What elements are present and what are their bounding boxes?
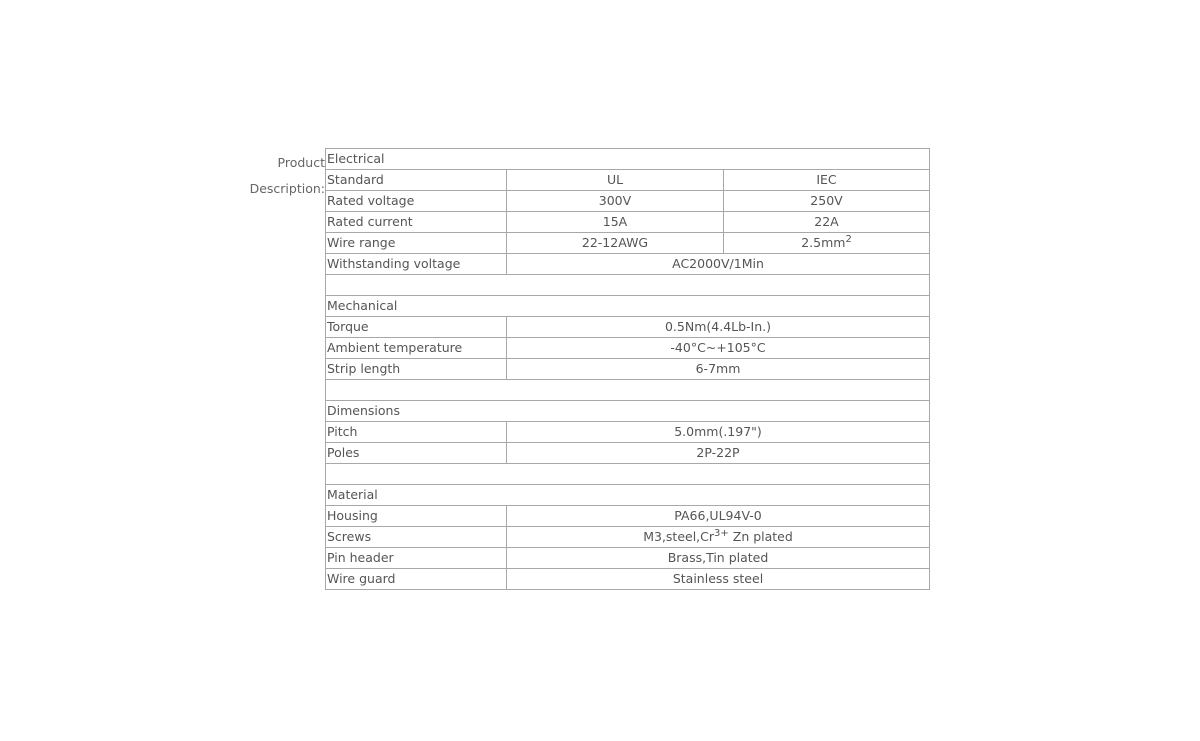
iec-value: 250V bbox=[724, 191, 930, 212]
row-label: Housing bbox=[326, 506, 507, 527]
row-label: Strip length bbox=[326, 359, 507, 380]
section-heading-row bbox=[326, 401, 930, 422]
table-row bbox=[326, 212, 930, 233]
spacer-row bbox=[326, 464, 930, 485]
row-value: PA66,UL94V-0 bbox=[507, 506, 930, 527]
table-row bbox=[326, 233, 930, 254]
product-description-label bbox=[250, 150, 325, 202]
row-label: Screws bbox=[326, 527, 507, 548]
table-row bbox=[326, 506, 930, 527]
row-value: Stainless steel bbox=[507, 569, 930, 590]
row-value: 0.5Nm(4.4Lb-In.) bbox=[507, 317, 930, 338]
row-label: Rated voltage bbox=[326, 191, 507, 212]
ul-value: 300V bbox=[507, 191, 724, 212]
row-value bbox=[507, 527, 930, 548]
table-row bbox=[326, 359, 930, 380]
spacer-cell bbox=[326, 380, 930, 401]
table-row bbox=[326, 170, 930, 191]
table-row bbox=[326, 569, 930, 590]
row-label: Rated current bbox=[326, 212, 507, 233]
superscript: 2 bbox=[845, 234, 852, 245]
iec-column-header: IEC bbox=[724, 170, 930, 191]
spacer-cell bbox=[326, 275, 930, 296]
row-value: -40°C~+105°C bbox=[507, 338, 930, 359]
row-label: Standard bbox=[326, 170, 507, 191]
row-value: 5.0mm(.197") bbox=[507, 422, 930, 443]
table-row bbox=[326, 548, 930, 569]
table-row bbox=[326, 338, 930, 359]
section-heading-row bbox=[326, 149, 930, 170]
table-row bbox=[326, 527, 930, 548]
spec-table bbox=[325, 148, 930, 590]
ul-column-header: UL bbox=[507, 170, 724, 191]
description-label-line: Description: bbox=[249, 181, 325, 196]
spacer-cell bbox=[326, 464, 930, 485]
row-value: Brass,Tin plated bbox=[507, 548, 930, 569]
row-label: Poles bbox=[326, 443, 507, 464]
product-label-line: Product bbox=[277, 155, 325, 170]
mechanical-heading: Mechanical bbox=[326, 296, 930, 317]
row-label: Withstanding voltage bbox=[326, 254, 507, 275]
row-label: Torque bbox=[326, 317, 507, 338]
row-label: Pin header bbox=[326, 548, 507, 569]
table-row bbox=[326, 254, 930, 275]
electrical-heading: Electrical bbox=[326, 149, 930, 170]
screws-value-post: Zn plated bbox=[728, 529, 793, 544]
table-row bbox=[326, 317, 930, 338]
iec-value-text: 2.5mm bbox=[801, 235, 846, 250]
section-heading-row bbox=[326, 485, 930, 506]
dimensions-heading: Dimensions bbox=[326, 401, 930, 422]
row-label: Wire guard bbox=[326, 569, 507, 590]
table-row bbox=[326, 191, 930, 212]
superscript: 3+ bbox=[714, 528, 729, 539]
material-heading: Material bbox=[326, 485, 930, 506]
row-value: AC2000V/1Min bbox=[507, 254, 930, 275]
row-label: Ambient temperature bbox=[326, 338, 507, 359]
iec-value: 22A bbox=[724, 212, 930, 233]
ul-value: 15A bbox=[507, 212, 724, 233]
section-heading-row bbox=[326, 296, 930, 317]
iec-value bbox=[724, 233, 930, 254]
table-row bbox=[326, 443, 930, 464]
row-label: Pitch bbox=[326, 422, 507, 443]
row-value: 6-7mm bbox=[507, 359, 930, 380]
screws-value-pre: M3,steel,Cr bbox=[643, 529, 715, 544]
table-row bbox=[326, 422, 930, 443]
spacer-row bbox=[326, 275, 930, 296]
ul-value: 22-12AWG bbox=[507, 233, 724, 254]
row-value: 2P-22P bbox=[507, 443, 930, 464]
spacer-row bbox=[326, 380, 930, 401]
row-label: Wire range bbox=[326, 233, 507, 254]
